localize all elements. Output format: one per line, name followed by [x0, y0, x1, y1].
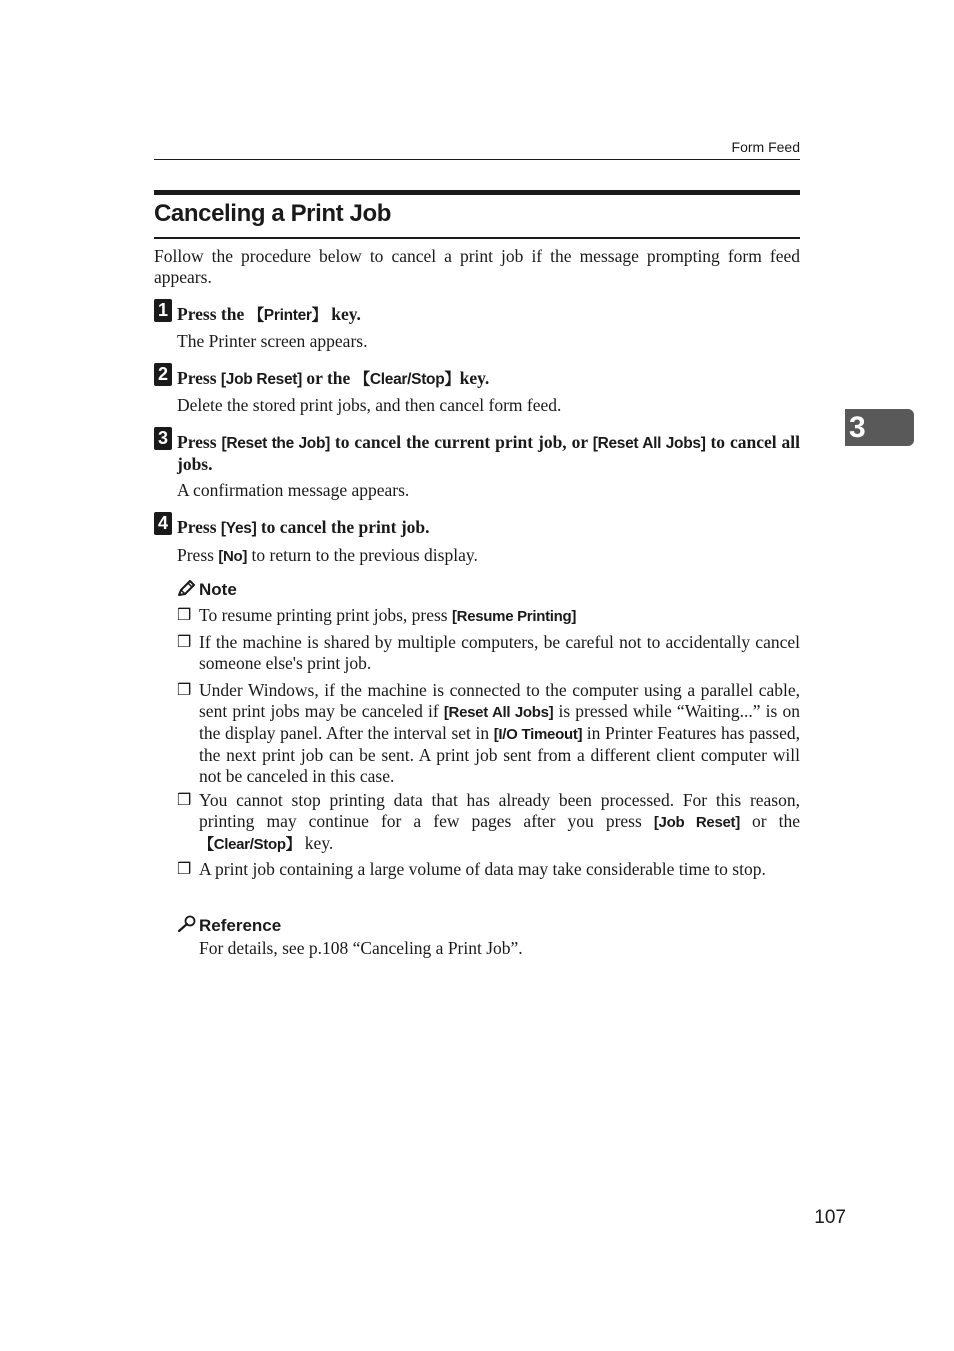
reset-all-jobs-key-label: [Reset All Jobs] — [443, 704, 554, 721]
intro-paragraph: Follow the procedure below to cancel a print job if the message prompting form feed appears. — [154, 246, 800, 287]
step-4-instruction: Press [Yes] to cancel the print job. — [177, 517, 430, 537]
checkbox-icon: ❒ — [177, 792, 192, 809]
title-bottom-rule — [154, 237, 800, 239]
page-number: 107 — [814, 1207, 846, 1228]
step-1-number-icon: 1 — [154, 299, 172, 322]
header-rule — [154, 159, 800, 160]
step-3-number-icon: 3 — [154, 427, 172, 450]
clear-stop-key-label: 【Clear/Stop】 — [199, 836, 301, 853]
pencil-icon — [177, 580, 199, 600]
chapter-tab: 3 — [845, 409, 914, 446]
checkbox-icon: ❒ — [177, 607, 192, 624]
step-3-instruction: Press [Reset the Job] to cancel the current print job, or [Reset All Jobs] to cancel all jobs. — [177, 432, 801, 474]
resume-printing-key-label: [Resume Printing] — [451, 608, 577, 625]
reference-text: For details, see p.108 “Canceling a Print Job”. — [199, 938, 523, 958]
checkbox-icon: ❒ — [177, 682, 192, 699]
reset-the-job-key-label: [Reset the Job] — [221, 435, 330, 452]
reference-heading: Reference — [177, 915, 281, 936]
note-item: ❒ You cannot stop printing data that has already been processed. For this reason, printing may continue for a few pages after you press [Job Reset] or the 【Clear/Stop】 key. — [177, 790, 800, 853]
io-timeout-key-label: [I/O Timeout] — [493, 726, 583, 743]
step-1-result: The Printer screen appears. — [177, 331, 368, 351]
title-top-rule — [154, 190, 800, 195]
step-3-result: A confirmation message appears. — [177, 480, 410, 500]
step-2-number-icon: 2 — [154, 363, 172, 386]
no-key-label: [No] — [218, 548, 248, 565]
note-item: ❒ A print job containing a large volume of data may take considerable time to stop. — [177, 859, 766, 879]
note-item: ❒ Under Windows, if the machine is connected to the computer using a parallel cable, sent print jobs may be canceled if [Reset All Jobs] is pressed while “Waiting...” is on the display panel. After the interval set in [I/O Timeout] in Printer Features has passed, the next print job can be sent. A print job sent from a different client computer will not be canceled in this case. — [177, 680, 800, 786]
job-reset-key-label: [Job Reset] — [220, 371, 303, 388]
running-header: Form Feed — [731, 139, 800, 155]
page-title: Canceling a Print Job — [154, 200, 391, 227]
magnifier-icon — [177, 915, 199, 936]
step-2-result: Delete the stored print jobs, and then cancel form feed. — [177, 395, 562, 415]
note-item: ❒ If the machine is shared by multiple computers, be careful not to accidentally cancel someone else's print job. — [177, 632, 800, 673]
yes-key-label: [Yes] — [220, 520, 257, 537]
checkbox-icon: ❒ — [177, 861, 192, 878]
printer-key-label: 【Printer】 — [248, 307, 327, 324]
step-4-result: Press [No] to return to the previous display. — [177, 545, 478, 565]
checkbox-icon: ❒ — [177, 634, 192, 651]
step-1-instruction: Press the 【Printer】 key. — [177, 304, 361, 324]
note-heading: Note — [177, 580, 237, 600]
job-reset-key-label: [Job Reset] — [653, 814, 740, 831]
clear-stop-key-label: 【Clear/Stop】 — [354, 371, 460, 388]
step-2-instruction: Press [Job Reset] or the 【Clear/Stop】key. — [177, 368, 490, 388]
reset-all-jobs-key-label: [Reset All Jobs] — [592, 435, 706, 452]
note-item: ❒ To resume printing print jobs, press [Resume Printing] — [177, 605, 577, 625]
step-4-number-icon: 4 — [154, 512, 172, 535]
